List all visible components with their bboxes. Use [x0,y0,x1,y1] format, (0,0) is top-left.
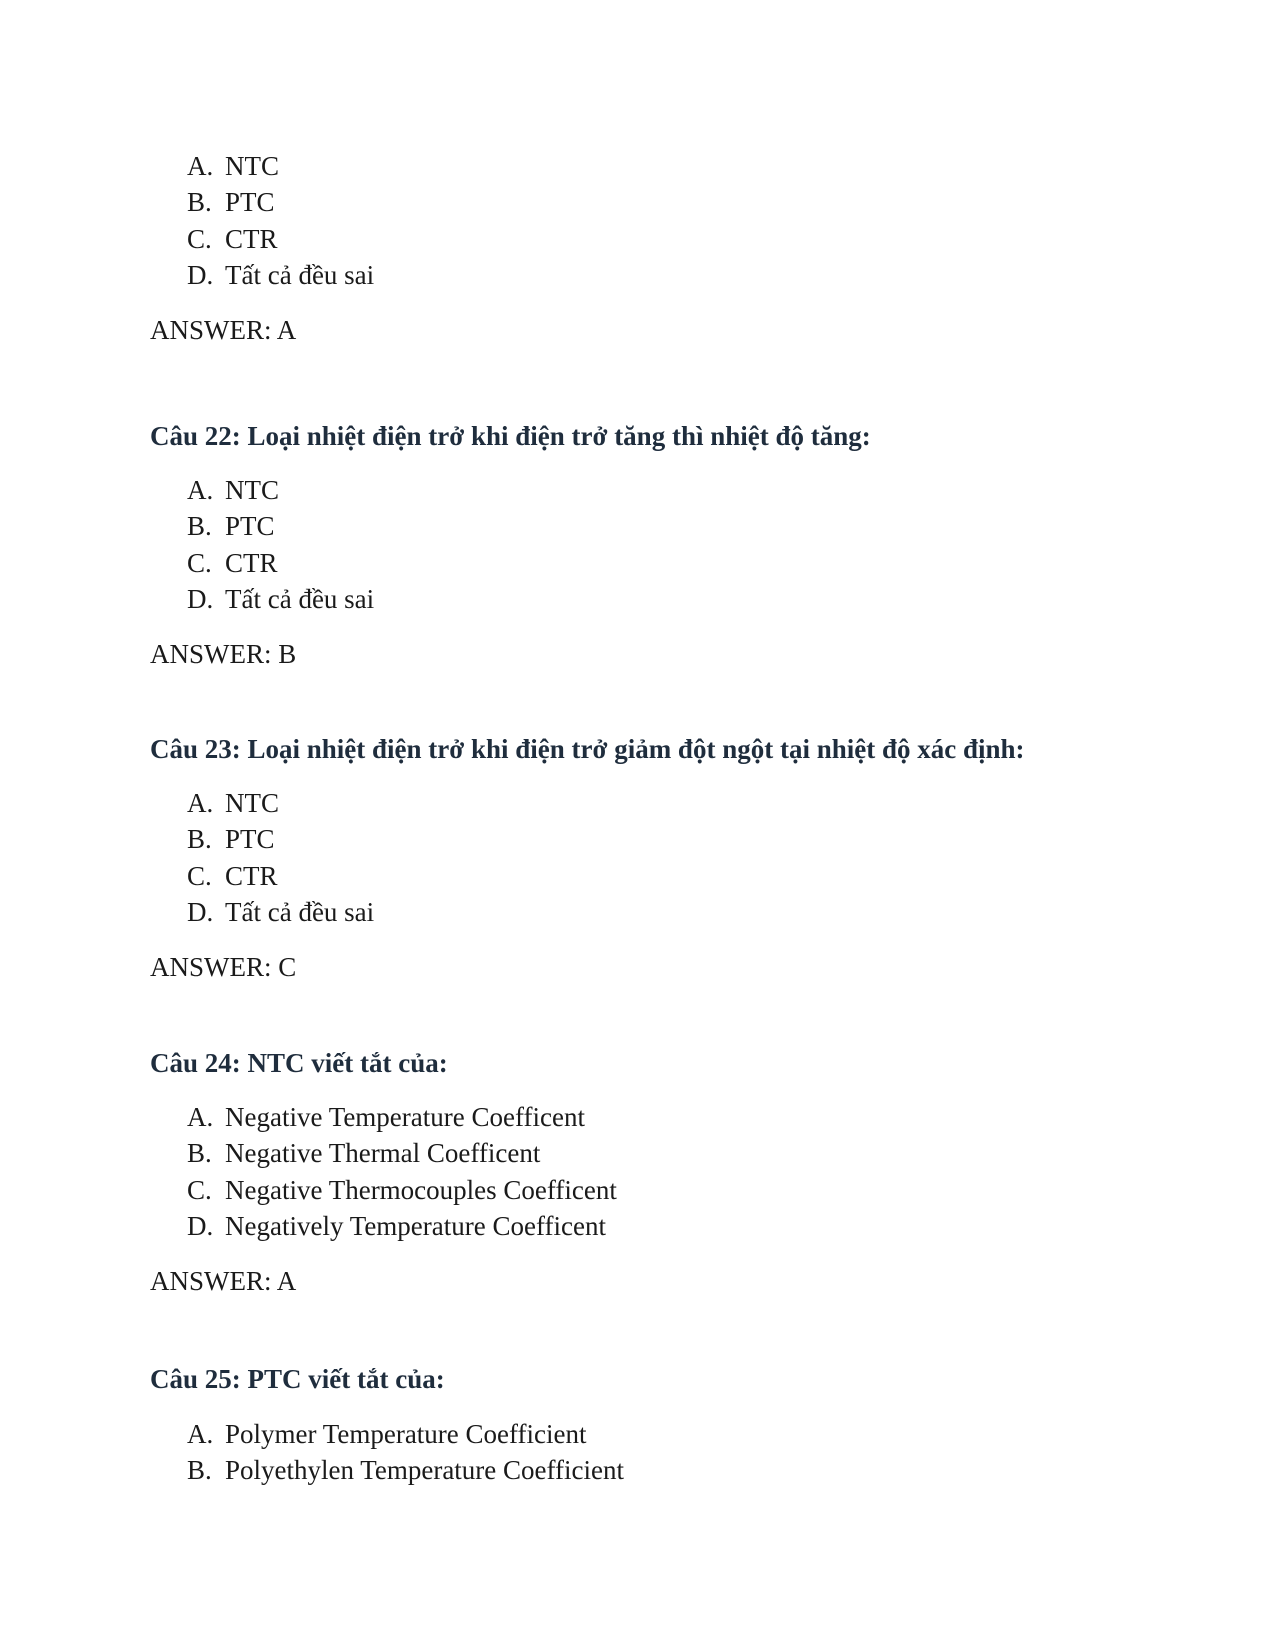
option-letter: D. [187,583,214,614]
answer-line: ANSWER: A [150,1266,297,1296]
option-letter: A. [187,788,214,818]
option-text: CTR [225,547,278,578]
option-letter: C. [187,547,212,578]
option-text: Negative Thermal Coefficent [225,1138,541,1169]
option-letter: B. [187,187,212,218]
options-list [150,785,1150,930]
question-block-21 [150,148,1150,293]
option-d [150,1208,1150,1244]
option-letter: D. [187,259,214,290]
question-title: Câu 22: Loại nhiệt điện trở khi điện trở tăng thì nhiệt độ tăng: [150,421,871,451]
options-list [150,148,1150,293]
option-text: Polymer Temperature Coefficient [225,1419,587,1449]
option-letter: B. [187,511,212,542]
option-text: NTC [225,475,279,505]
option-letter: B. [187,824,212,855]
option-letter: C. [187,223,212,254]
option-letter: D. [187,896,214,927]
answer-line: ANSWER: A [150,315,297,345]
option-d [150,581,1150,617]
option-a [150,472,1150,508]
option-text: PTC [225,511,275,542]
option-text: NTC [225,788,279,818]
option-d [150,257,1150,293]
option-a [150,785,1150,821]
options-list [150,1416,1150,1489]
answer-line: ANSWER: C [150,952,297,982]
option-letter: C. [187,1174,212,1205]
option-text: Negative Thermocouples Coefficent [225,1174,617,1205]
option-text: PTC [225,187,275,218]
question-block-25 [150,1416,1150,1489]
option-c [150,1172,1150,1208]
option-text: CTR [225,860,278,891]
options-list [150,472,1150,617]
option-text: Tất cả đều sai [225,896,375,927]
option-letter: D. [187,1210,214,1241]
option-text: NTC [225,151,279,181]
option-text: CTR [225,223,278,254]
option-b [150,1135,1150,1171]
option-text: Tất cả đều sai [225,583,375,614]
option-text: Negative Temperature Coefficent [225,1102,585,1132]
question-block-23 [150,785,1150,930]
option-c [150,545,1150,581]
option-a [150,148,1150,184]
option-b [150,1452,1150,1488]
option-text: Polyethylen Temperature Coefficient [225,1455,624,1486]
option-c [150,858,1150,894]
answer-line: ANSWER: B [150,639,297,669]
option-b [150,184,1150,220]
option-b [150,508,1150,544]
question-title: Câu 24: NTC viết tắt của: [150,1048,448,1078]
options-list [150,1099,1150,1244]
option-b [150,821,1150,857]
question-block-24 [150,1099,1150,1244]
option-text: PTC [225,824,275,855]
question-block-22 [150,472,1150,617]
option-text: Negatively Temperature Coefficent [225,1210,606,1241]
option-a [150,1416,1150,1452]
option-letter: A. [187,475,214,505]
option-letter: C. [187,860,212,891]
option-text: Tất cả đều sai [225,259,375,290]
option-letter: B. [187,1138,212,1169]
question-title: Câu 23: Loại nhiệt điện trở khi điện trở giảm đột ngột tại nhiệt độ xác định: [150,734,1025,764]
option-letter: A. [187,1102,214,1132]
option-a [150,1099,1150,1135]
option-c [150,221,1150,257]
option-letter: A. [187,1419,214,1449]
option-letter: A. [187,151,214,181]
option-letter: B. [187,1455,212,1486]
question-title: Câu 25: PTC viết tắt của: [150,1364,445,1394]
option-d [150,894,1150,930]
